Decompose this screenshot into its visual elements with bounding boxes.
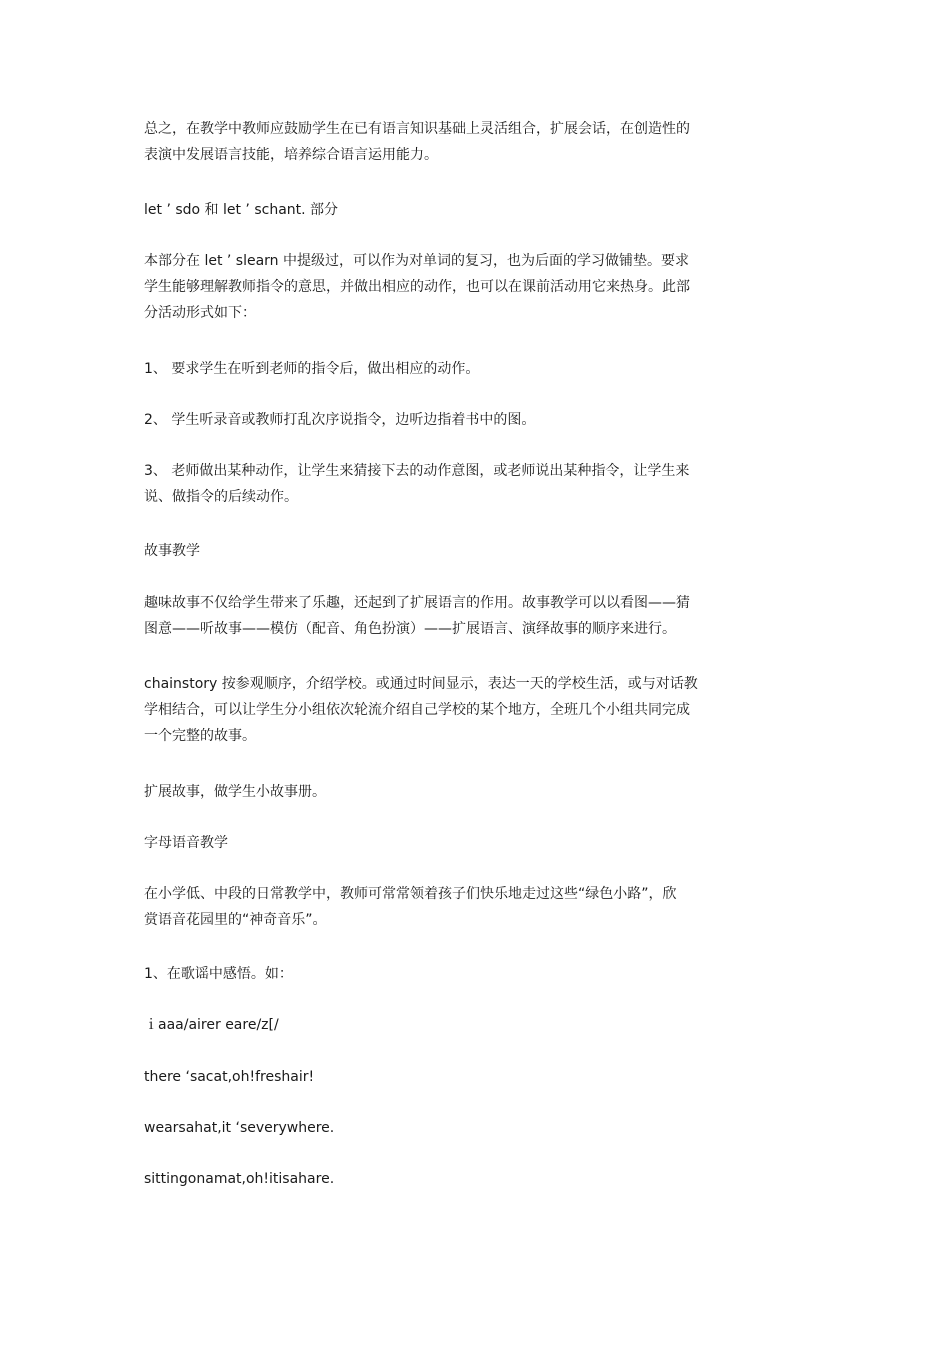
text-line: 趣味故事不仅给学生带来了乐趣，还起到了扩展语言的作用。故事教学可以以看图——猜 <box>144 595 690 611</box>
paragraph-extend-story <box>144 779 754 805</box>
paragraph-chain-story <box>144 671 754 749</box>
text-line: 1、在歌谣中感悟。如： <box>144 966 293 982</box>
list-item-3 <box>144 458 754 510</box>
text-line: 说、做指令的后续动作。 <box>144 489 298 505</box>
text-line: 扩展故事，做学生小故事册。 <box>144 784 326 800</box>
text-line: 在小学低、中段的日常教学中，教师可常常领着孩子们快乐地走过这些“绿色小路”，欣 <box>144 886 677 902</box>
text-line: 字母语音教学 <box>144 835 228 851</box>
paragraph-phonics-intro <box>144 881 754 933</box>
paragraph-story-teaching <box>144 590 754 642</box>
rhyme-line-1 <box>144 1012 754 1038</box>
text-line: 故事教学 <box>144 543 200 559</box>
text-line: 分活动形式如下： <box>144 305 256 321</box>
text-line: chainstory 按参观顺序，介绍学校。或通过时间显示，表达一天的学校生活，或与对话教 <box>144 676 698 692</box>
paragraph-summary <box>144 116 754 168</box>
section-heading-phonics <box>144 830 754 856</box>
section-heading-story <box>144 538 754 564</box>
text-line: wearsahat,it ‘severywhere. <box>144 1120 335 1136</box>
list-item-2 <box>144 407 754 433</box>
text-line: 3、 老师做出某种动作，让学生来猜接下去的动作意图，或老师说出某种指令，让学生来 <box>144 463 690 479</box>
list-item-rhyme <box>144 961 754 987</box>
text-line: sittingonamat,oh!itisahare. <box>144 1171 335 1187</box>
text-line: 一个完整的故事。 <box>144 728 256 744</box>
text-line: 表演中发展语言技能，培养综合语言运用能力。 <box>144 147 438 163</box>
section-heading-lets-do <box>144 197 754 223</box>
text-line: 学生能够理解教师指令的意思，并做出相应的动作，也可以在课前活动用它来热身。此部 <box>144 279 690 295</box>
text-line: there ‘sacat,oh!freshair! <box>144 1069 315 1085</box>
text-line: 赏语音花园里的“神奇音乐”。 <box>144 912 327 928</box>
text-line: 学相结合，可以让学生分小组依次轮流介绍自己学校的某个地方，全班几个小组共同完成 <box>144 702 690 718</box>
list-item-1 <box>144 356 754 382</box>
text-line: let ’ sdo 和 let ’ schant. 部分 <box>144 202 339 218</box>
text-line: 总之，在教学中教师应鼓励学生在已有语言知识基础上灵活组合，扩展会话，在创造性的 <box>144 121 690 137</box>
rhyme-line-2 <box>144 1064 754 1090</box>
rhyme-line-4 <box>144 1166 754 1192</box>
text-line: 本部分在 let ’ slearn 中提级过，可以作为对单词的复习，也为后面的学习做铺垫。要求 <box>144 253 689 269</box>
rhyme-line-3 <box>144 1115 754 1141</box>
text-line: 2、 学生听录音或教师打乱次序说指令，边听边指着书中的图。 <box>144 412 536 428</box>
text-line: 图意——听故事——模仿（配音、角色扮演）——扩展语言、演绎故事的顺序来进行。 <box>144 621 676 637</box>
paragraph-lets-learn <box>144 248 754 326</box>
text-line: 1、 要求学生在听到老师的指令后，做出相应的动作。 <box>144 361 480 377</box>
text-line: ｉaaa/airer eare/z[/ <box>144 1017 279 1033</box>
